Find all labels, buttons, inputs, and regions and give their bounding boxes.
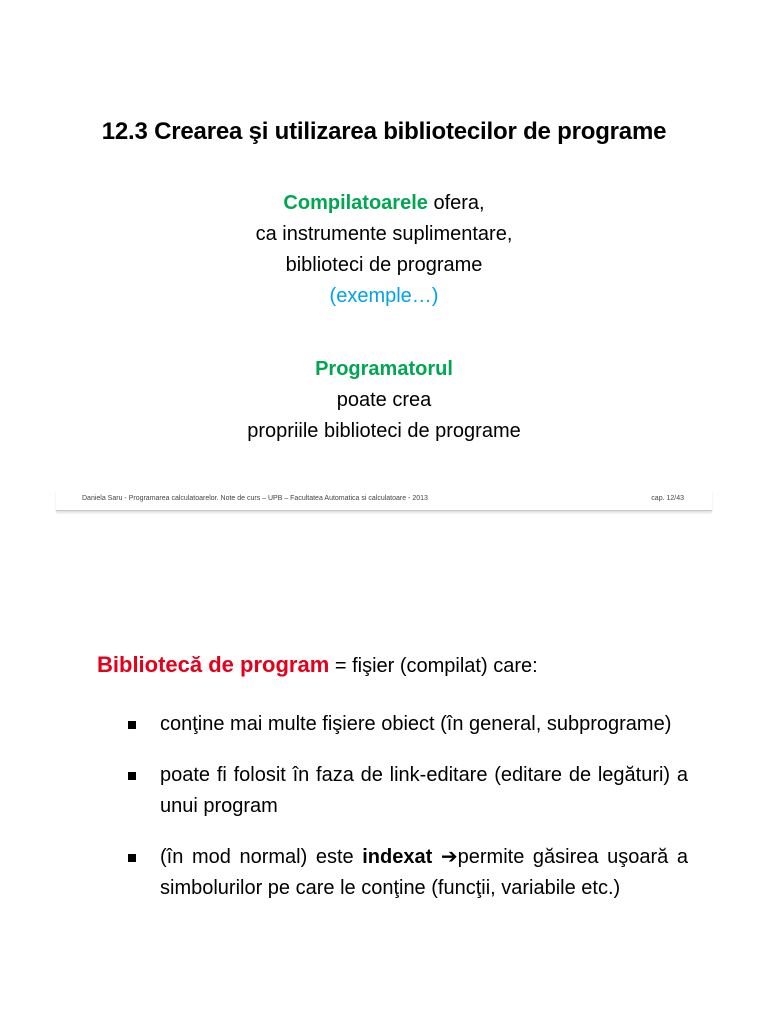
- bullet-text: poate fi folosit în faza de link-editare (editare de legături) a unui program: [160, 764, 688, 817]
- compilers-line: [0, 188, 768, 219]
- indexed-word: indexat: [362, 846, 433, 868]
- bullet-text: conţine mai multe fişiere obiect (în general, subprograme): [160, 713, 672, 735]
- programmer-block: [0, 354, 768, 447]
- bullet-marker: [128, 721, 136, 729]
- compilers-word: Compilatoarele: [283, 192, 428, 214]
- list-item: [128, 709, 688, 740]
- footer-author: Daniela Saru - Programarea calculatoarelor. Note de curs – UPB – Facultatea Automatica si calculatoare - 2013: [82, 495, 428, 502]
- libraries-line: biblioteci de programe: [285, 254, 483, 276]
- compilers-block: [0, 188, 768, 312]
- examples-link: (exemple…): [329, 285, 439, 307]
- slide-title: 12.3 Crearea şi utilizarea bibliotecilor de programe: [101, 118, 667, 145]
- bullet-text-post: permite găsirea uşoară a simbolurilor pe care le conţine (funcţii, variabile etc.): [160, 846, 688, 899]
- slide-footer: [56, 490, 712, 511]
- bullet-list: [128, 709, 688, 924]
- list-item: [128, 842, 688, 904]
- definition-line: [97, 652, 538, 678]
- arrow-icon: ➔: [440, 846, 458, 868]
- list-item: [128, 760, 688, 822]
- tools-line: ca instrumente suplimentare,: [255, 223, 513, 245]
- bullet-text-pre: (în mod normal) este: [160, 846, 363, 868]
- footer-page-number: cap. 12/43: [651, 495, 684, 502]
- bullet-marker: [128, 772, 136, 780]
- programmer-word: Programatorul: [315, 358, 453, 380]
- definition-text: = fişier (compilat) care:: [329, 655, 538, 677]
- definition-term: Bibliotecă de program: [97, 652, 330, 677]
- bullet-marker: [128, 854, 136, 862]
- compilers-rest: ofera,: [427, 192, 485, 214]
- own-libraries-line: propriile biblioteci de programe: [247, 420, 521, 442]
- can-create-line: poate crea: [336, 389, 432, 411]
